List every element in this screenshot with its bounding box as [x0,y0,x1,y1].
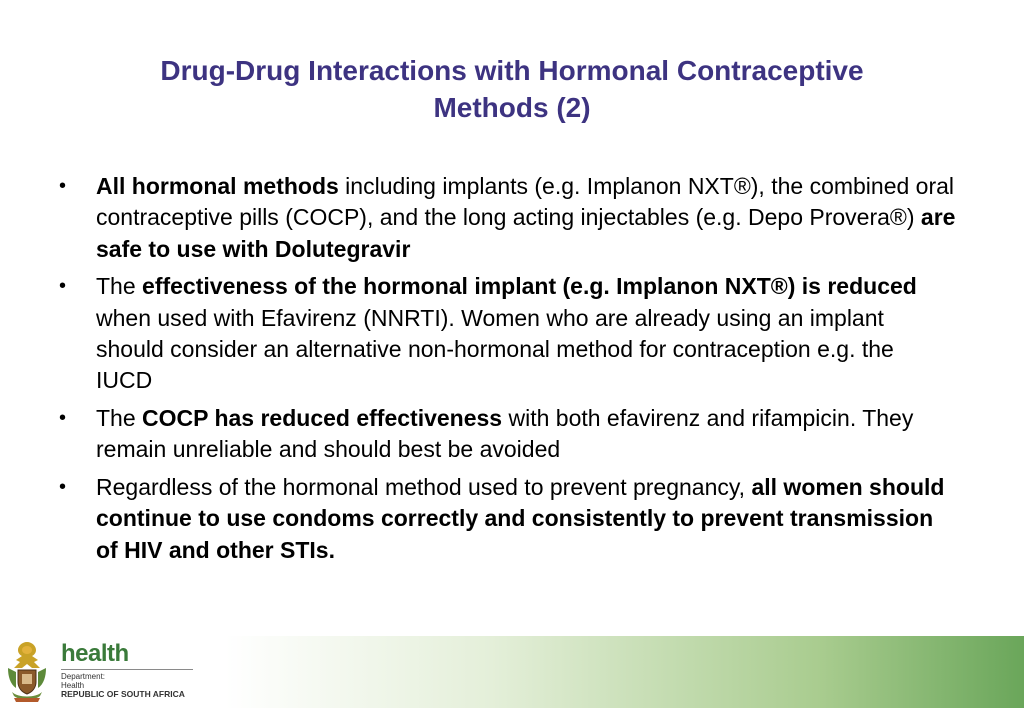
bullet-item [56,403,956,466]
bullet-text-bold: are safe to use with Dolutegravir [96,204,956,262]
bullet-item [56,472,956,566]
department-name: Health [61,681,85,690]
bullet-text: with both efavirenz and rifampicin. They remain unreliable and should best be avoided [96,405,914,463]
health-wordmark: health [61,640,129,667]
bullet-text-bold: COCP has reduced effectiveness [142,405,503,432]
bullet-dot: • [59,476,67,499]
bullet-text-bold: all women should continue to use condoms correctly and consistently to prevent transmission of HIV and other STIs. [96,474,945,563]
bullet-text: including implants (e.g. Implanon NXT®), the combined oral contraceptive pills (COCP), and the long acting injectables (e.g. Depo Provera®) [96,173,955,231]
bullet-dot: • [59,175,67,197]
bullet-dot: • [59,275,67,298]
bullet-text: when used with Efavirenz (NNRTI). Women who are already using an implant should consider an alternative non-hormonal method for contraception e.g. the IUCD [96,304,894,394]
coat-of-arms-icon [2,638,52,704]
bullet-list [56,171,956,573]
department-logo [0,634,200,708]
logo-divider [61,669,193,670]
slide-title-line2: Methods (2) [433,92,591,123]
country-name: REPUBLIC OF SOUTH AFRICA [61,689,185,699]
slide-title [60,52,964,126]
bullet-text-bold: effectiveness of the hormonal implant (e.g. Implanon NXT®) is reduced [142,273,917,300]
department-label: Department: [61,672,106,681]
bullet-dot: • [59,407,67,430]
bullet-text: The [96,273,143,300]
bullet-text: Regardless of the hormonal method used to prevent pregnancy, [96,474,752,501]
bullet-text: The [96,405,143,432]
bullet-item [56,271,956,396]
bullet-text-bold: All hormonal methods [96,173,339,199]
bullet-item [56,171,956,265]
slide-title-line1: Drug-Drug Interactions with Hormonal Contraceptive [160,55,864,86]
